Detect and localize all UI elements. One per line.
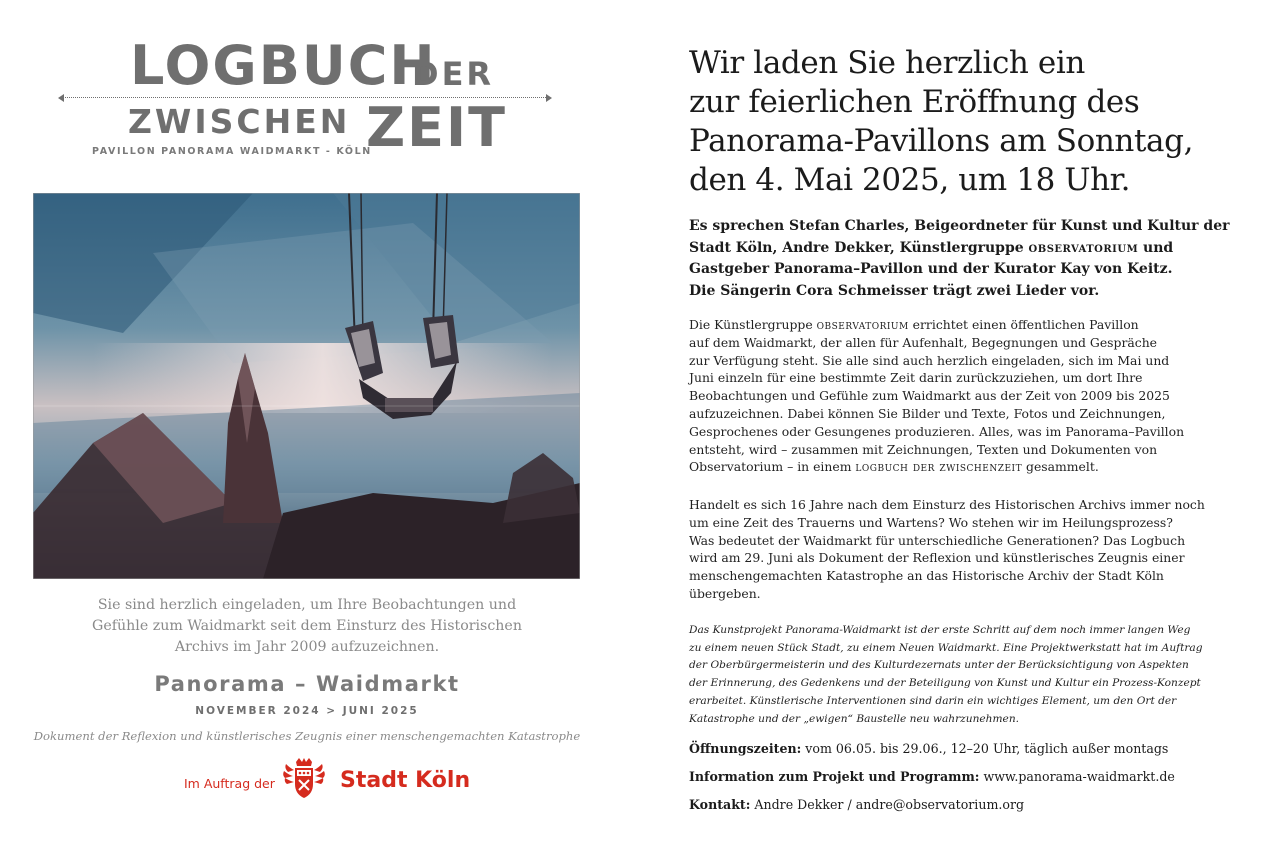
body-line: wird am 29. Juni als Dokument der Reflexion und künstlerisches Zeugnis einer <box>689 550 1185 566</box>
contact-value: Andre Dekker / andre@observatorium.org <box>750 797 1025 812</box>
body-line: aufzuzeichnen. Dabei können Sie Bilder und Texte, Fotos und Zeichnungen, <box>689 405 1166 421</box>
project-information <box>689 769 1249 784</box>
italic-line: der Oberbürgermeisterin und des Kulturdezernats unter der Berücksichtigung von Aspekten <box>689 659 1189 672</box>
opening-hours-value: vom 06.05. bis 29.06., 12–20 Uhr, täglich außer montags <box>801 741 1169 756</box>
left-page <box>0 0 614 845</box>
logo-word-logbuch: LOGBUCH <box>130 34 437 97</box>
invite-line: Sie sind herzlich eingeladen, um Ihre Beobachtungen und <box>97 597 517 613</box>
logo-word-zeit: ZEIT <box>366 96 507 159</box>
speakers-line <box>689 238 1229 260</box>
city-name: Stadt Köln <box>340 768 471 793</box>
contact-label: Kontakt: <box>689 797 751 812</box>
logbuch-smallcaps: logbuch der zwischenzeit <box>855 459 1023 475</box>
crane-hook-painting <box>33 193 580 579</box>
speakers-text: Stadt Köln, Andre Dekker, Künstlergruppe <box>689 239 1029 256</box>
project-dates: NOVEMBER 2024 > JUNI 2025 <box>195 705 419 717</box>
project-info-label: Information zum Projekt und Programm: <box>689 769 980 784</box>
project-name: Panorama – Waidmarkt <box>154 672 460 696</box>
observatorium-smallcaps: observatorium <box>816 317 909 332</box>
headline-line: Panorama-Pavillons am Sonntag, <box>689 123 1194 159</box>
speakers-line: Gastgeber Panorama–Pavillon und der Kurator Kay von Keitz. <box>689 261 1173 277</box>
body-line <box>689 458 1229 476</box>
logo-word-der: DER <box>412 55 495 93</box>
body-line: Juni einzeln für eine bestimmte Zeit darin zurückzuziehen, um dort Ihre <box>689 370 1143 386</box>
body-line: Gesprochenes oder Gesungenes produzieren. Alles, was im Panorama–Pavillon <box>689 423 1185 439</box>
opening-hours-label: Öffnungszeiten: <box>689 741 802 756</box>
logo-word-zwischen: ZWISCHEN <box>128 102 351 141</box>
body-line: auf dem Waidmarkt, der allen für Aufenhalt, Begegnungen und Gespräche <box>689 334 1158 350</box>
speakers-line: Es sprechen Stefan Charles, Beigeordneter für Kunst und Kultur der <box>689 218 1230 234</box>
body-text: Die Künstlergruppe <box>689 317 817 332</box>
logbuch-logo <box>60 34 550 163</box>
pavilion-description <box>689 316 1229 476</box>
body-line <box>689 316 1229 334</box>
speakers-paragraph <box>689 216 1229 302</box>
body-text: Observatorium – in einem <box>689 459 856 475</box>
headline-line: den 4. Mai 2025, um 18 Uhr. <box>689 162 1131 198</box>
italic-line: Das Kunstprojekt Panorama-Waidmarkt ist der erste Schritt auf dem noch immer langen Weg <box>689 624 1191 636</box>
body-line: Was bedeutet der Waidmarkt für unterschiedliche Generationen? Das Logbuch <box>689 532 1186 548</box>
body-line: menschengemachten Katastrophe an das Historische Archiv der Stadt Köln <box>689 568 1164 584</box>
body-line: Handelt es sich 16 Jahre nach dem Einsturz des Historischen Archivs immer noch <box>689 497 1205 512</box>
document-tagline: Dokument der Reflexion und künstlerisches Zeugnis einer menschengemachten Katastrophe <box>33 729 581 743</box>
observatorium-smallcaps: observatorium <box>1028 239 1139 256</box>
headline-line: zur feierlichen Eröffnung des <box>689 84 1140 120</box>
invitation-headline <box>689 44 1249 200</box>
invitation-text-left <box>30 595 584 658</box>
cologne-crest-icon <box>282 758 326 800</box>
body-line: Beobachtungen und Gefühle zum Waidmarkt aus der Zeit von 2009 bis 2025 <box>689 388 1170 404</box>
project-context-paragraph <box>689 622 1229 728</box>
body-line: zur Verfügung steht. Sie alle sind auch herzlich eingeladen, sich im Mai und <box>689 352 1170 368</box>
invite-line: Archivs im Jahr 2009 aufzuzeichnen. <box>174 639 440 655</box>
contact-info <box>689 797 1249 812</box>
italic-line: erarbeitet. Künstlerische Interventionen sind darin ein wichtiges Element, um den Ort der <box>689 694 1177 707</box>
logo-subtitle: PAVILLON PANORAMA WAIDMARKT - KÖLN <box>92 146 372 157</box>
commissioned-by <box>184 758 484 800</box>
auftrag-label: Im Auftrag der <box>184 776 275 791</box>
speakers-text: und <box>1138 239 1174 256</box>
project-website: www.panorama-waidmarkt.de <box>979 769 1175 784</box>
body-line: entsteht, wird – zusammen mit Zeichnungen, Texten und Dokumenten von <box>689 441 1158 457</box>
italic-line: zu einem neuen Stück Stadt, zu einem Neuen Waidmarkt. Eine Projektwerkstatt hat im Auftrag <box>689 641 1203 654</box>
speakers-line: Die Sängerin Cora Schmeisser trägt zwei Lieder vor. <box>689 282 1100 299</box>
headline-line: Wir laden Sie herzlich ein <box>689 45 1085 81</box>
invite-line: Gefühle zum Waidmarkt seit dem Einsturz des Historischen <box>92 618 522 634</box>
questions-paragraph <box>689 496 1229 603</box>
painting-illustration <box>33 193 580 579</box>
body-text: gesammelt. <box>1022 459 1099 475</box>
body-line: übergeben. <box>689 585 761 601</box>
body-text: errichtet einen öffentlichen Pavillon <box>908 317 1139 332</box>
italic-line: Katastrophe und der „ewigen“ Baustelle neu wahrzunehmen. <box>689 712 1020 725</box>
body-line: um eine Zeit des Trauerns und Wartens? Wo stehen wir im Heilungsprozess? <box>689 514 1173 530</box>
italic-line: der Erinnerung, des Gedenkens und der Beteiligung von Kunst und Kultur ein Prozess-Konzept <box>689 677 1201 690</box>
opening-hours <box>689 741 1249 756</box>
